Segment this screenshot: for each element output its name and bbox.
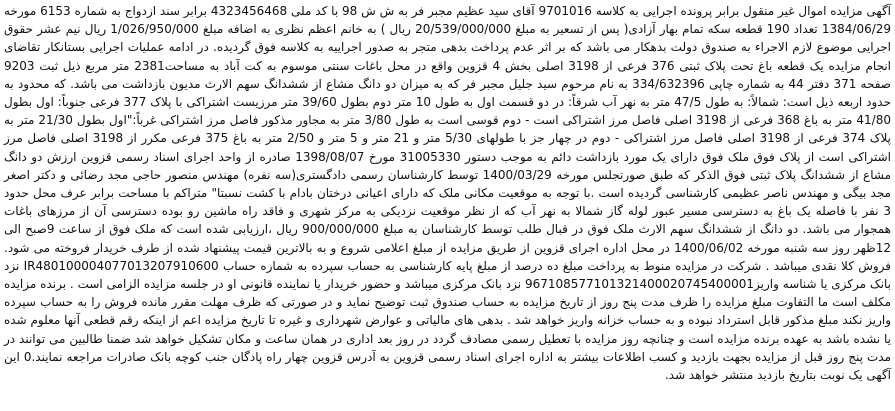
notice-body-text: آگهی مزایده اموال غیر منقول برابر پرونده اجرایی به کلاسه 9701016 آقای سید عظیم مجبر فر به ش ش 98 با کد ملی 4323456468 برابر سند ازدواج به شماره 6153 مورخه 1384/06/29 تعداد 190 قطعه سکه تمام بهار آزادی( پس از تسعیر به مبلغ 20/539/000/000 ریال ) به خانم اعظم نظری به اضافه مبلغ 1/026/950/000 ریال نیم عشر حقوق اجرایی موضوع لازم الاجراء به صندوق دولت بدهکار می باشد که بر اثر عدم پرداخت بدهی متجر به صدور اجراییه به کلاسه فوق گردیده. در ادامه عملیات اجرایی بستانکار تقاضای انجام مزایده یک قطعه باغ تحت پلاک ثبتی 376 فرعی از 3198 اصلی بخش 4 قزوین واقع در محل باغات سنتی موسوم به کت آباد به مساحت2381 متر مربع ذیل ثبت 9203 صفحه 371 دفتر 44 به شماره چاپی 334/632396 به نام مرحوم سید جلیل مجبر فر که به میزان دو دانگ مشاع از ششدانگ سهم الارث مدیون بازداشت می باشد. که محدود به حدود اربعه ذیل است: شمالاً: به طول 47/5 متر به نهر آب شرقاً: در دو قسمت اول به طول 10 متر دوم بطول 39/60 متر مرزیست اشتراکی با پلاک 377 فرعی جنوباً: اول بطول 41/80 متر به باغ 368 فرعی از 3198 اصلی فاصل مرز اشتراکی است - دوم قوسی است به طول 3/80 متر به مجاور مذکور فاصل مرز اشتراکی غرباً:"اول بطول 21/30 متر به پلاک 374 فرعی از 3198 اصلی فاصل مرز اشتراکی - دوم در چهار جز با طولهای 5/30 متر و 21 متر و 5 متر و 2/50 متر به باغ 375 فرعی مکرر از 3198 اصلی فاصل مرز اشتراکی است از پلاک فوق ملک فوق دارای یک مورد بازداشت دائم به موجب دستور 31005330 مورخ 1398/08/07 صادره از واحد اجرای اسناد رسمی قزوین ارزش دو دانگ مشاع از ششدانگ پلاک ثبتی فوق الذکر که طبق صورتجلس مورخه 1400/03/29 توسط کارشناسان رسمی دادگستری(سه نفره) مهندس منصور حاجی مجد رضائی و دکتر اصغر مجد بیگی و مهندس ناصر عظیمی کارشناسی گردیده است .با توجه به موقعیت مکانی ملک که دارای اعیانی درختان بادام با کشت نسبتا" متراکم با مساحت برابر عرف محل حدود 3 نفر با فاصله یک باغ به دسترسی مسیر عبور لوله گاز شمالا به نهر آب که از نظر موقعیت نزدیکی به مرکز شهری و فاقد راه ماشین رو بوده دسترسی آن از مرزهای باغات همجوار می باشد. دو دانگ از ششدانگ سهم الارث ملک فوق در قبال طلب توسط کارشناسان به مبلغ 900/000/000 ریال ،ارزیابی شده است که ملک فوق از ساعت 9صبح الی 12ظهر روز سه شنبه مورخه 1400/06/02 در محل اداره اجرای قزوین از طریق مزایده از مبلغ اعلامی شروع و به بالاترین قیمت پیشنهاد شده از طرف خریدار فروخته می شود. فروش کلا نقدی میباشد . شرکت در مزایده منوط به پرداخت مبلغ ده درصد از مبلغ پایه کارشناسی به حساب سپرده به شماره حساب IR480100004077013207910600 نزد بانک مرکزی یا شناسه واریز967108577101321400020745400001 نزد بانک مرکزی میباشد و حضور خریدار یا نماینده قانونی او در جلسه مزایده الزامی است . برنده مزایده مکلف است ما التفاوت مبلغ مزایده را ظرف مدت پنج روز از تاریخ مزایده به حساب صندوق ثبت توضیح نماید و در صورتی که ظرف مهلت مقرر مانده فروش را به حساب سپرده واریز نکند مبلغ مذکور قابل استرداد نبوده و به حساب خزانه واریز خواهد شد . بدهی های مالیاتی و عوارض شهرداری و غیره تا تاریخ مزایده اعم از اینکه رقم قطعی آنها معلوم شده یا نشده باشد به عهده برنده مزایده است و چنانچه روز مزایده با تعطیل رسمی مصادف گردد در روز بعد اداری در همان ساعت و مکان تشکیل خواهد شد ضمنا طالبین می توانند در مدت پنج روز قبل از مزایده بجهت بازدید و کسب اطلاعات بیشتر به اداره اجرای اسناد رسمی قزوین به آدرس قزوین چهار راه پادگان جنب کوچه بانک صادرات مراجعه نمایند.0 این آگهی یک نوبت بتاریخ بازدید منتشر خواهد شد. [4,4,892,383]
